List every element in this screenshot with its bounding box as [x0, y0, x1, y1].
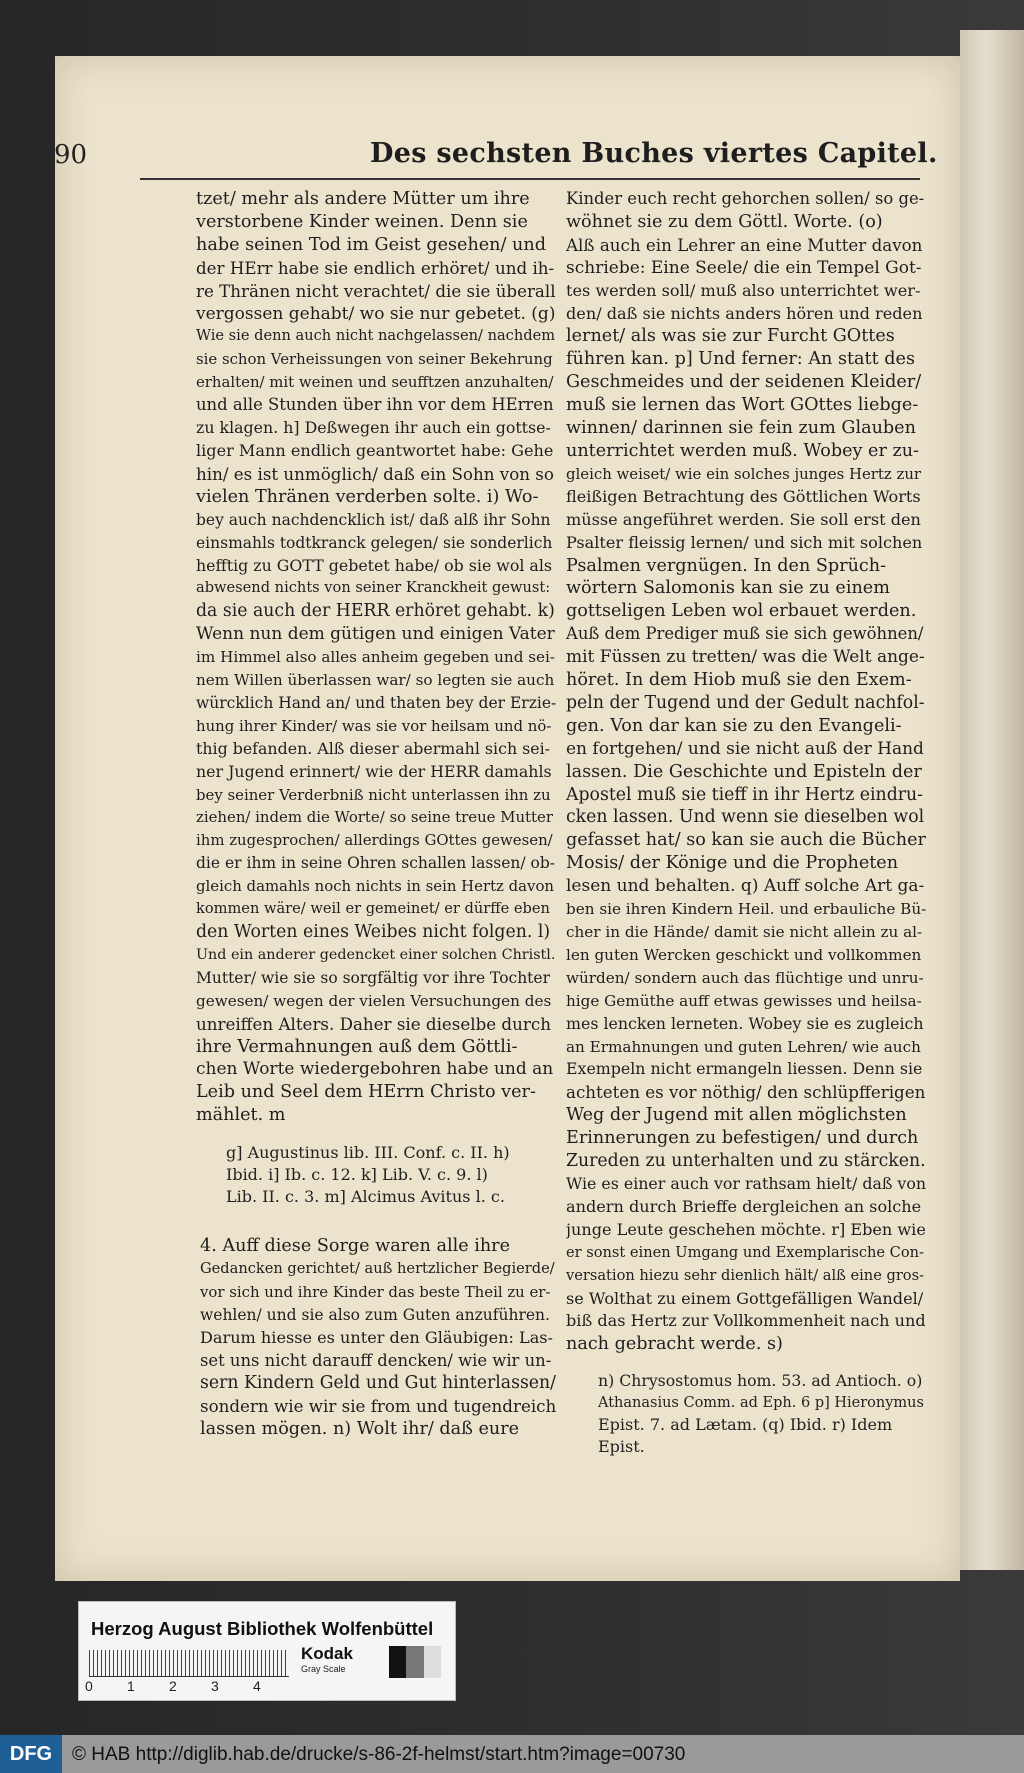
text-line: den Worten eines Weibes nicht folgen. l) — [196, 922, 551, 942]
footer-bar — [0, 1735, 1024, 1773]
text-line: bey seiner Verderbniß nicht unterlassen ihn zu — [196, 785, 551, 804]
text-line: wehlen/ und sie also zum Guten anzuführen. — [200, 1305, 550, 1324]
library-name: Herzog August Bibliothek Wolfenbüttel — [91, 1618, 434, 1639]
footnote-line: Lib. II. c. 3. m] Alcimus Avitus l. c. — [226, 1187, 505, 1206]
text-line: wörtern Salomonis kan sie zu einem — [566, 578, 890, 599]
text-line: Weg der Jugend mit allen möglichsten — [566, 1105, 907, 1126]
text-line: Wenn nun dem gütigen und einigen Vater — [196, 624, 555, 645]
text-line: Mutter/ wie sie so sorgfältig vor ihre Tochter — [196, 968, 550, 987]
text-line: Psalmen vergnügen. In den Sprüch- — [566, 555, 887, 576]
footnote-line: n) Chrysostomus hom. 53. ad Antioch. o) — [598, 1371, 923, 1390]
text-line: en fortgehen/ und sie nicht auß der Hand — [566, 738, 924, 759]
text-line: erhalten/ mit weinen und seufftzen anzuhalten/ — [196, 373, 554, 392]
left-text-column — [196, 188, 556, 1127]
text-line: cken lassen. Und wenn sie dieselben wol — [566, 807, 925, 828]
paragraph-4 — [200, 1235, 556, 1441]
text-line: lassen. Die Geschichte und Episteln der — [566, 761, 922, 782]
text-line: winnen/ darinnen sie fein zum Glauben — [566, 418, 916, 439]
gray-swatches — [389, 1646, 441, 1678]
text-line: muß sie lernen das Wort GOttes liebge- — [566, 395, 919, 416]
text-line: ben sie ihren Kindern Heil. und erbauliche Bü- — [566, 900, 926, 919]
text-line: se Wolthat zu einem Gottgefälligen Wandel/ — [566, 1288, 924, 1308]
text-line: Exempeln nicht ermangeln liessen. Denn sie — [566, 1059, 923, 1079]
text-line: im Himmel also alles anheim gegeben und sei- — [196, 648, 556, 667]
text-line: hefftig zu GOTT gebetet habe/ ob sie wol als — [196, 555, 552, 575]
footnote-line: Epist. 7. ad Lætam. (q) Ibid. r) Idem — [598, 1415, 893, 1434]
text-line: Gedancken gerichtet/ auß hertzlicher Begierde/ — [200, 1259, 555, 1277]
text-line: ner Jugend erinnert/ wie der HERR damahls — [196, 761, 552, 781]
text-line: Wie es einer auch vor rathsam hielt/ daß von — [566, 1173, 926, 1193]
text-line: Erinnerungen zu befestigen/ und durch — [566, 1128, 919, 1149]
text-line: zu klagen. h] Deßwegen ihr auch ein gottse- — [196, 418, 551, 438]
kodak-gray-scale — [299, 1644, 444, 1680]
text-line: wöhnet sie zu dem Göttl. Worte. (o) — [566, 211, 883, 232]
text-line: hige Gemüthe auff etwas gewisses und heilsa- — [566, 991, 922, 1010]
footnote-line: g] Augustinus lib. III. Conf. c. II. h) — [226, 1143, 510, 1162]
text-line: würcklich Hand an/ und thaten bey der Erzie- — [196, 693, 556, 712]
text-line: und alle Stunden über ihn vor dem HErren — [196, 395, 554, 415]
ruler-numbers — [85, 1678, 305, 1696]
text-line: versation hiezu sehr dienlich hält/ alß eine gros- — [566, 1266, 925, 1284]
next-page-edge — [960, 30, 1024, 1570]
text-line: ihm zugesprochen/ allerdings GOttes gewesen/ — [196, 831, 553, 850]
text-line: habe seinen Tod im Geist gesehen/ und — [196, 234, 546, 255]
text-line: liger Mann endlich geantwortet habe: Gehe — [196, 440, 554, 460]
text-line: ihre Vermahnungen auß dem Göttli- — [196, 1036, 518, 1057]
text-line: kommen wäre/ weil er gemeinet/ er dürffe eben — [196, 900, 550, 918]
text-line: tes werden soll/ muß also unterrichtet wer- — [566, 280, 921, 300]
footnote-line: Athanasius Comm. ad Eph. 6 p] Hieronymus — [598, 1395, 924, 1411]
right-text-column — [566, 188, 926, 1356]
text-line: hung ihrer Kinder/ was sie vor heilsam und nö- — [196, 716, 552, 735]
text-line: der HErr habe sie endlich erhöret/ und ih- — [196, 257, 555, 278]
right-footnotes — [598, 1370, 926, 1458]
text-line: gen. Von dar kan sie zu den Evangeli- — [566, 715, 902, 736]
footnote-line: Epist. — [598, 1437, 645, 1456]
text-line: da sie auch der HERR erhöret gehabt. k) — [196, 601, 555, 622]
text-line: Psalter fleissig lernen/ und sich mit solchen — [566, 532, 923, 552]
kodak-logo: Kodak — [301, 1644, 353, 1663]
text-line: lernet/ als was sie zur Furcht GOttes — [566, 326, 895, 347]
text-line: vielen Thränen verderben solte. i) Wo- — [196, 486, 539, 507]
text-line: Kinder euch recht gehorchen sollen/ so ge- — [566, 189, 925, 208]
text-line: an Ermahnungen und guten Lehren/ wie auch — [566, 1037, 921, 1056]
text-line: fleißigen Betrachtung des Göttlichen Worts — [566, 486, 921, 506]
text-line: gefasset hat/ so kan sie auch die Bücher — [566, 830, 926, 851]
text-line: Apostel muß sie tieff in ihr Hertz eindru- — [566, 784, 923, 805]
ruler-number: 4 — [253, 1678, 261, 1694]
text-line: set uns nicht darauff dencken/ wie wir un- — [200, 1350, 552, 1370]
text-line: einsmahls todtkranck gelegen/ sie sonderlich — [196, 533, 553, 552]
running-head: Des sechsten Buches viertes Capitel. — [370, 138, 938, 169]
text-line: verstorbene Kinder weinen. Denn sie — [196, 211, 528, 232]
text-line: würden/ sondern auch das flüchtige und unru- — [566, 968, 924, 987]
text-line: andern durch Brieffe dergleichen an solche — [566, 1196, 922, 1216]
ruler-number: 1 — [127, 1678, 135, 1694]
text-line: mit Füssen zu tretten/ was die Welt ange- — [566, 647, 925, 668]
color-calibration-bar — [78, 1601, 456, 1701]
text-line: unreiffen Alters. Daher sie dieselbe durch — [196, 1013, 551, 1034]
text-line: bey auch nachdencklich ist/ daß alß ihr Sohn — [196, 510, 551, 529]
footnote-line: Ibid. i] Ib. c. 12. k] Lib. V. c. 9. l) — [226, 1165, 488, 1184]
text-line: 4. Auff diese Sorge waren alle ihre — [200, 1236, 510, 1256]
ruler-number: 3 — [211, 1678, 219, 1694]
ruler — [89, 1650, 289, 1677]
text-line: vor sich und ihre Kinder das beste Theil zu er- — [200, 1282, 551, 1301]
copyright-link[interactable]: © HAB http://diglib.hab.de/drucke/s-86-2f-helmst/start.htm?image=00730 — [72, 1744, 686, 1765]
text-line: Auß dem Prediger muß sie sich gewöhnen/ — [566, 624, 924, 644]
text-line: peln der Tugend und der Gedult nachfol- — [566, 692, 925, 713]
text-line: lassen mögen. n) Wolt ihr/ daß eure — [200, 1419, 520, 1440]
text-line: gleich weiset/ wie ein solches junges Hertz zur — [566, 464, 922, 483]
text-line: Geschmeides und der seidenen Kleider/ — [566, 372, 922, 393]
text-line: sie schon Verheissungen von seiner Bekehrung — [196, 350, 553, 369]
text-line: müsse angeführet werden. Sie soll erst den — [566, 509, 921, 529]
text-line: abwesend nichts von seiner Kranckheit gewust: — [196, 579, 551, 597]
text-line: Alß auch ein Lehrer an eine Mutter davon — [566, 234, 923, 255]
text-line: junge Leute geschehen möchte. r] Eben wie — [566, 1219, 926, 1239]
text-line: Und ein anderer gedencket einer solchen Christl. — [196, 946, 556, 963]
text-line: schriebe: Eine Seele/ die ein Tempel Got- — [566, 257, 922, 278]
text-line: Mosis/ der Könige und die Propheten — [566, 853, 899, 874]
text-line: vergossen gehabt/ wo sie nur gebetet. (g) — [196, 303, 556, 324]
text-line: Darum hiesse es unter den Gläubigen: Las- — [200, 1327, 553, 1347]
text-line: nach gebracht werde. s) — [566, 1334, 783, 1355]
text-line: Zureden zu unterhalten und zu stärcken. — [566, 1151, 926, 1172]
text-line: cher in die Hände/ damit sie nicht allein zu al- — [566, 923, 923, 941]
ruler-number: 2 — [169, 1678, 177, 1694]
text-line: nem Willen überlassen war/ so legten sie auch — [196, 671, 555, 690]
dfg-logo: DFG — [0, 1735, 62, 1773]
text-line: mes lencken lerneten. Wobey sie es zugleich — [566, 1013, 924, 1033]
text-line: führen kan. p] Und ferner: An statt des — [566, 349, 915, 370]
text-line: achteten es vor nöthig/ den schlüpfferigen — [566, 1082, 926, 1103]
text-line: unterrichtet werden muß. Wobey er zu- — [566, 440, 919, 461]
text-line: mählet. m — [196, 1105, 286, 1126]
text-line: len guten Wercken geschickt und vollkommen — [566, 945, 922, 964]
text-line: Leib und Seel dem HErrn Christo ver- — [196, 1082, 536, 1103]
text-line: gleich damahls noch nichts in sein Hertz davon — [196, 877, 555, 896]
text-line: lesen und behalten. q) Auff solche Art ga- — [566, 876, 925, 897]
text-line: höret. In dem Hiob muß sie den Exem- — [566, 670, 912, 691]
page-number: 90 — [54, 140, 88, 170]
text-line: tzet/ mehr als andere Mütter um ihre — [196, 189, 530, 209]
ruler-number: 0 — [85, 1678, 93, 1694]
text-line: die er ihm in seine Ohren schallen lassen/ ob- — [196, 854, 556, 873]
left-footnotes — [226, 1142, 556, 1208]
gray-scale-label: Gray Scale — [301, 1664, 346, 1674]
text-line: Wie sie denn auch nicht nachgelassen/ nachdem — [196, 327, 556, 345]
text-line: hin/ es ist unmöglich/ daß ein Sohn von so — [196, 463, 554, 484]
text-line: biß das Hertz zur Vollkommenheit nach und — [566, 1311, 926, 1331]
text-line: re Thränen nicht verachtet/ die sie überall — [196, 280, 556, 301]
text-line: chen Worte wiedergebohren habe und an — [196, 1059, 554, 1080]
text-line: sern Kindern Geld und Gut hinterlassen/ — [200, 1373, 556, 1394]
text-line: gottseligen Leben wol erbauet werden. — [566, 601, 917, 622]
text-line: er sonst einen Umgang und Exemplarische Con- — [566, 1243, 924, 1261]
text-line: den/ daß sie nichts anders hören und reden — [566, 303, 923, 323]
text-line: gewesen/ wegen der vielen Versuchungen des — [196, 991, 552, 1010]
text-line: sondern wie wir sie from und tugendreich — [200, 1396, 556, 1417]
text-line: thig befanden. Alß dieser abermahl sich sei- — [196, 738, 550, 758]
text-line: ziehen/ indem die Worte/ so seine treue Mutter — [196, 808, 553, 827]
